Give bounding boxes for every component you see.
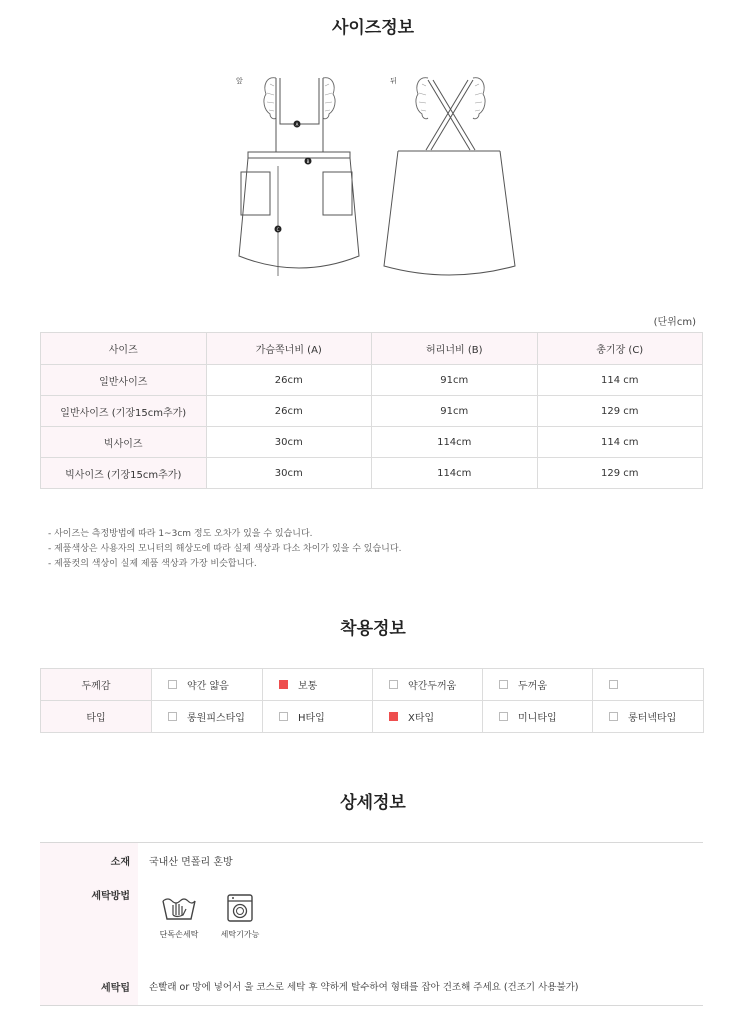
unit-label: (단위cm) <box>653 317 696 328</box>
chest-cell: 30cm <box>206 458 372 489</box>
thickness-option <box>263 669 373 701</box>
hand-wash-icon <box>161 893 197 923</box>
thickness-label: 두께감 <box>41 669 152 701</box>
chest-cell: 26cm <box>206 396 372 427</box>
garment-diagram <box>226 66 526 286</box>
option-label: 약간두꺼움 <box>408 681 457 692</box>
washing-machine-label: 세탁기가능 <box>220 930 260 939</box>
type-row <box>41 701 704 733</box>
option-label: 두꺼움 <box>518 681 547 692</box>
type-option <box>263 701 373 733</box>
size-name-cell: 일반사이즈 (기장15cm추가) <box>41 396 207 427</box>
option-label: X타입 <box>408 713 435 724</box>
checkbox-icon <box>499 712 508 721</box>
size-table-header-row <box>41 333 703 365</box>
thickness-row <box>41 669 704 701</box>
waist-cell: 114cm <box>372 458 538 489</box>
size-table <box>40 332 703 489</box>
type-option <box>483 701 593 733</box>
checkbox-icon <box>279 712 288 721</box>
thickness-option <box>373 669 483 701</box>
option-label: 약간 얇음 <box>187 681 229 692</box>
type-option <box>152 701 263 733</box>
option-label: 미니타입 <box>518 713 557 724</box>
size-name-cell: 일반사이즈 <box>41 365 207 396</box>
detail-info-title: 상세정보 <box>340 793 406 813</box>
thickness-option <box>593 669 704 701</box>
thickness-option <box>152 669 263 701</box>
size-name-cell: 빅사이즈 (기장15cm추가) <box>41 458 207 489</box>
option-label: 롱터넥타입 <box>628 713 677 724</box>
chest-cell: 26cm <box>206 365 372 396</box>
checkbox-icon <box>168 712 177 721</box>
back-label: 뒤 <box>390 77 397 85</box>
wash-tip-value: 손빨래 or 망에 넣어서 울 코스로 세탁 후 약하게 탈수하여 형태를 잡아 건조해 주세요 (건조기 사용불가) <box>149 982 579 993</box>
length-cell: 129 cm <box>537 458 703 489</box>
table-row <box>41 458 703 489</box>
note-text: - 제품색상은 사용자의 모니터의 해상도에 따라 실제 색상과 다소 차이가 있을 수 있습니다. <box>48 544 402 554</box>
type-option <box>373 701 483 733</box>
note-text: - 사이즈는 측정방법에 따라 1~3cm 정도 오차가 있을 수 있습니다. <box>48 529 313 539</box>
material-label: 소재 <box>110 857 130 868</box>
option-label: 보통 <box>298 681 318 692</box>
option-label: H타입 <box>298 713 325 724</box>
waist-cell: 114cm <box>372 427 538 458</box>
wash-method-label: 세탁방법 <box>91 891 130 902</box>
length-col-header: 총기장 (C) <box>537 333 703 365</box>
size-info-title: 사이즈정보 <box>331 18 415 38</box>
checkbox-checked-icon <box>279 680 288 689</box>
chest-col-header: 가슴쪽너비 (A) <box>206 333 372 365</box>
marker-a-label: A <box>295 122 299 127</box>
length-cell: 129 cm <box>537 396 703 427</box>
table-row <box>41 427 703 458</box>
material-value: 국내산 면폴리 혼방 <box>149 857 233 868</box>
apron-diagram-svg <box>226 66 526 286</box>
table-row <box>41 396 703 427</box>
size-name-cell: 빅사이즈 <box>41 427 207 458</box>
waist-col-header: 허리너비 (B) <box>372 333 538 365</box>
checkbox-icon <box>168 680 177 689</box>
front-label: 앞 <box>236 77 243 85</box>
thickness-option <box>483 669 593 701</box>
marker-c-label: C <box>276 227 280 232</box>
length-cell: 114 cm <box>537 427 703 458</box>
checkbox-icon <box>499 680 508 689</box>
checkbox-icon <box>609 680 618 689</box>
wear-info-title: 착용정보 <box>340 619 406 639</box>
option-label: 롱원피스타입 <box>187 713 245 724</box>
washing-machine-icon <box>225 893 255 923</box>
hand-wash-label: 단독손세탁 <box>159 930 199 939</box>
size-col-header: 사이즈 <box>41 333 207 365</box>
waist-cell: 91cm <box>372 365 538 396</box>
chest-cell: 30cm <box>206 427 372 458</box>
hand-wash-item <box>149 893 209 940</box>
type-label: 타입 <box>41 701 152 733</box>
detail-panel <box>40 842 703 1006</box>
wear-table <box>40 668 704 733</box>
washing-machine-item <box>210 893 270 940</box>
size-notes <box>48 527 401 572</box>
wash-tip-label: 세탁팁 <box>101 983 130 994</box>
note-text: - 제품컷의 색상이 실제 제품 색상과 가장 비슷합니다. <box>48 559 257 569</box>
type-option <box>593 701 704 733</box>
checkbox-checked-icon <box>389 712 398 721</box>
checkbox-icon <box>389 680 398 689</box>
marker-b-label: B <box>306 159 310 164</box>
waist-cell: 91cm <box>372 396 538 427</box>
table-row <box>41 365 703 396</box>
length-cell: 114 cm <box>537 365 703 396</box>
checkbox-icon <box>609 712 618 721</box>
